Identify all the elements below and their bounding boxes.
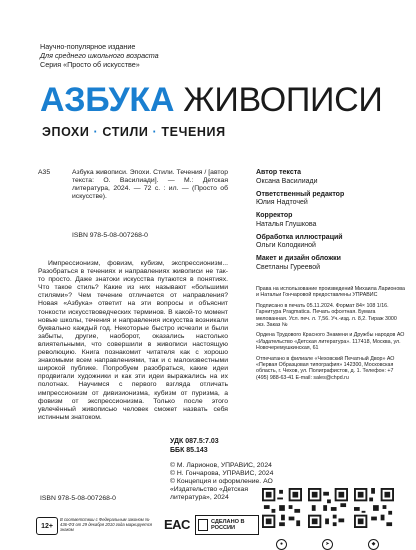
credit-name: Оксана Василиади [256,177,318,185]
credit-item [256,255,406,272]
made-in-russia-text: СДЕЛАНО В РОССИИ [210,519,245,531]
catalog-code: А35 [38,169,51,176]
credit-role: Обработка иллюстраций [256,233,343,241]
credit-role: Макет и дизайн обложки [256,255,341,262]
edition-info [40,42,159,69]
social-icon-3 [368,532,379,550]
credit-name: Юлия Надточей [256,199,308,206]
printer-info: Отпечатано в филиале «Чеховский Печатный Двор» АО «Первая Образцовая типография» 142300, Московская область, г. Чехов, ул. Полиграфистов, д. 1. Телефон: +7 (495) 988-63-41 E-mail: sales@chpd.ru [256,355,395,381]
subtitle-word-3: ТЕЧЕНИЯ [161,125,226,139]
made-in-russia-badge [195,515,259,535]
classification [170,438,219,455]
annotation: Импрессионизм, фовизм, кубизм, экспрессионизм... Разобраться в течениях и направлениях живописи не так-то просто. Даже знатоки искусства путаются в понятиях. Что такое стиль? Какие из них называют «большими стилями»? Чем течение отличается от направления? Новая «Азбука» ответит на эти вопросы и объяснит тонкости искусствоведческих терминов. В какой-то момент новые школы, течения и направления искусства возникали буквально каждый год. Некоторые быстро исчезли и были забыты, другие, наоборот, оказались настолько влиятельными, что совершили в живописи настоящую революцию. Книга познакомит читателя как с хорошо знакомыми всем направлениями, так и с малоизвестными широкой публике. Попробуем разобраться, какие идеи продвигали художники и как эти идеи выражались на их полотнах. Научимся с первого взгляда отличать импрессионизм от дивизионизма, кубизм от пуризма, а фовизм от экспрессионизма. Только после этого увлечённый живописью человек сможет назвать себя истинным знатоком. [38,260,228,421]
publisher-info: Ордена Трудового Красного Знамени и Дружбы народов АО «Издательство «Детская литература». 117418, Москва, ул. Новочеремушкинская, 61 [256,332,405,352]
copyright-line: © Н. Гончарова, УПРАВИС, 2024 [170,470,274,478]
age-rating-note: В соответствии с Федеральным законом № 436-ФЗ от 29 декабря 2010 года маркируется знаком [60,517,153,533]
credit-role: Корректор [256,212,293,219]
subtitle-word-2: СТИЛИ [102,125,149,139]
eac-mark: EAC [164,517,190,532]
circle-icon: ● [276,539,287,550]
book-subtitle [42,125,226,139]
credit-item [256,234,406,251]
telegram-icon: ➤ [322,539,333,550]
credit-name: Ольги Колодкиной [256,242,316,249]
credits-list [256,169,406,277]
edition-type: Научно-популярное издание [40,42,136,51]
vk-icon: ◆ [368,539,379,550]
credit-name: Светланы Гуреевой [256,263,321,271]
qr-code-icon [262,488,302,528]
rights-note: Права на использование произведений Михаила Ларионова и Натальи Гончаровой предоставлены УПРАВИС [256,286,405,299]
title-part-1: АЗБУКА [40,81,175,119]
credit-item [256,169,406,186]
credit-name: Наталья Глушкова [256,220,317,228]
social-icon-2 [322,532,333,550]
title-part-2: ЖИВОПИСИ [183,81,383,119]
isbn-bottom: ISBN 978-5-08-007268-0 [40,495,116,502]
qr-code-icon [354,488,394,528]
book-title [40,83,383,117]
print-details: Подписано в печать 05.11.2024. Формат 84× 108 1/16. Гарнитура Pragmatica. Печать офсетная. Бумага мелованная. Усл. печ. л. 7,56. Уч.-изд. л. 8,2. Тираж 3000 экз. Заказ № [256,302,397,329]
bibliographic-record: Азбука живописи. Эпохи. Стили. Течения / [автор текста: О. Василиади]. — М.: Детская литература, 2024. — 72 с. : ил. — (Просто об искусстве). [72,169,228,201]
subtitle-word-1: ЭПОХИ [42,125,90,139]
qr-code [354,488,394,533]
credit-role: Автор текста [256,169,302,176]
credit-item [256,191,406,208]
subtitle-separator: · [93,125,99,139]
qr-code [308,488,348,533]
credit-role: Ответственный редактор [256,190,345,198]
qr-code [262,488,302,533]
age-rating-badge: 12+ [36,517,58,535]
age-group: Для среднего школьного возраста [40,51,159,60]
social-icon-1 [276,532,287,550]
qr-code-icon [308,488,348,528]
subtitle-separator: · [152,125,158,139]
isbn: ISBN 978-5-08-007268-0 [72,232,148,239]
copyright-line: © М. Ларионов, УПРАВИС, 2024 [170,462,272,469]
credit-item [256,212,406,229]
copyright-line: © Концепция и оформление. АО «Издательство «Детская литература», 2024 [170,478,273,502]
series-name: Серия «Просто об искусстве» [40,60,140,69]
russia-check-icon [198,519,208,531]
bbk-code: ББК 85.143 [170,446,208,454]
udk-code: УДК 087.5:7.03 [170,438,219,445]
imprint-block [256,286,406,385]
